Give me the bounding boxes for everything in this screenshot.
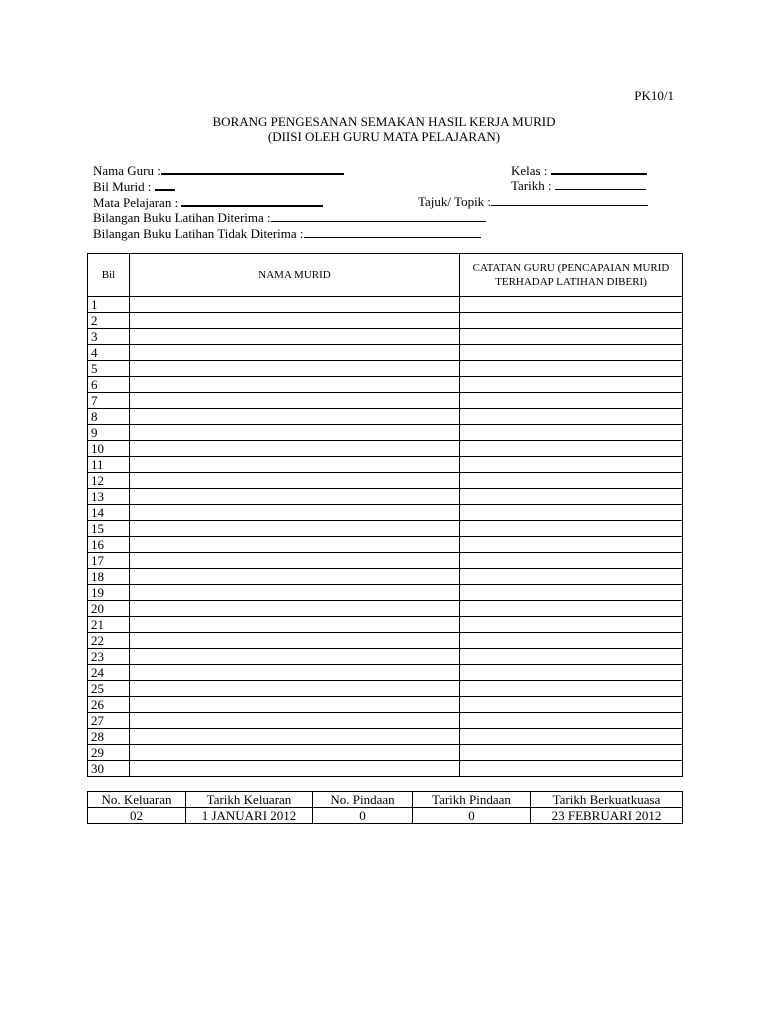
mata-pelajaran-label: Mata Pelajaran : — [93, 195, 179, 210]
tarikh-field[interactable] — [511, 178, 646, 193]
header-nama-murid: NAMA MURID — [130, 254, 460, 297]
row-number: 25 — [88, 681, 130, 697]
nama-murid-cell[interactable] — [130, 329, 460, 345]
catatan-guru-cell[interactable] — [460, 649, 683, 665]
row-number: 1 — [88, 297, 130, 313]
nama-murid-cell[interactable] — [130, 537, 460, 553]
nama-murid-cell[interactable] — [130, 505, 460, 521]
row-number: 8 — [88, 409, 130, 425]
tarikh-blank[interactable] — [555, 178, 646, 190]
row-number: 28 — [88, 729, 130, 745]
nama-murid-cell[interactable] — [130, 297, 460, 313]
catatan-guru-cell[interactable] — [460, 617, 683, 633]
buku-diterima-label: Bilangan Buku Latihan Diterima : — [93, 210, 271, 225]
tajuk-topik-label: Tajuk/ Topik : — [418, 194, 492, 209]
nama-murid-cell[interactable] — [130, 617, 460, 633]
nama-murid-cell[interactable] — [130, 377, 460, 393]
buku-diterima-blank[interactable] — [271, 210, 486, 222]
bil-murid-blank[interactable] — [155, 178, 175, 191]
table-row — [88, 585, 683, 601]
nama-murid-cell[interactable] — [130, 393, 460, 409]
student-table — [87, 253, 683, 777]
nama-murid-cell[interactable] — [130, 745, 460, 761]
catatan-guru-cell[interactable] — [460, 681, 683, 697]
table-row — [88, 361, 683, 377]
nama-murid-cell[interactable] — [130, 697, 460, 713]
catatan-guru-cell[interactable] — [460, 409, 683, 425]
catatan-guru-cell[interactable] — [460, 489, 683, 505]
revision-header: No. Keluaran — [88, 792, 186, 808]
table-row — [88, 537, 683, 553]
row-number: 2 — [88, 313, 130, 329]
row-number: 19 — [88, 585, 130, 601]
catatan-guru-cell[interactable] — [460, 393, 683, 409]
nama-murid-cell[interactable] — [130, 649, 460, 665]
table-row — [88, 649, 683, 665]
kelas-field[interactable] — [511, 162, 647, 178]
row-number: 26 — [88, 697, 130, 713]
nama-murid-cell[interactable] — [130, 409, 460, 425]
row-number: 20 — [88, 601, 130, 617]
catatan-guru-cell[interactable] — [460, 361, 683, 377]
row-number: 30 — [88, 761, 130, 777]
catatan-guru-cell[interactable] — [460, 601, 683, 617]
mata-pelajaran-field[interactable] — [93, 194, 323, 210]
revision-table — [87, 791, 683, 824]
catatan-guru-cell[interactable] — [460, 425, 683, 441]
revision-header: Tarikh Berkuatkuasa — [531, 792, 683, 808]
nama-murid-cell[interactable] — [130, 601, 460, 617]
table-row — [88, 505, 683, 521]
tajuk-topik-blank[interactable] — [491, 194, 648, 206]
nama-murid-cell[interactable] — [130, 361, 460, 377]
row-number: 6 — [88, 377, 130, 393]
catatan-guru-cell[interactable] — [460, 585, 683, 601]
table-row — [88, 441, 683, 457]
nama-murid-cell[interactable] — [130, 553, 460, 569]
table-row — [88, 473, 683, 489]
row-number: 16 — [88, 537, 130, 553]
table-row — [88, 393, 683, 409]
revision-header: Tarikh Keluaran — [186, 792, 313, 808]
student-table-header — [88, 254, 683, 297]
nama-guru-label: Nama Guru : — [93, 163, 161, 178]
catatan-guru-cell[interactable] — [460, 345, 683, 361]
nama-murid-cell[interactable] — [130, 345, 460, 361]
header-catatan-guru: CATATAN GURU (PENCAPAIAN MURID TERHADAP LATIHAN DIBERI) — [460, 254, 683, 297]
catatan-guru-cell[interactable] — [460, 729, 683, 745]
row-number: 23 — [88, 649, 130, 665]
nama-murid-cell[interactable] — [130, 633, 460, 649]
table-row — [88, 681, 683, 697]
row-number: 12 — [88, 473, 130, 489]
table-row — [88, 521, 683, 537]
nama-murid-cell[interactable] — [130, 665, 460, 681]
header-bil: Bil — [88, 254, 130, 297]
catatan-guru-cell[interactable] — [460, 713, 683, 729]
form-code: PK10/1 — [634, 88, 674, 103]
row-number: 10 — [88, 441, 130, 457]
revision-value: 0 — [313, 808, 413, 824]
row-number: 22 — [88, 633, 130, 649]
kelas-blank[interactable] — [551, 162, 647, 175]
buku-tidak-diterima-field[interactable] — [93, 226, 481, 241]
table-row — [88, 713, 683, 729]
catatan-guru-cell[interactable] — [460, 377, 683, 393]
revision-header: No. Pindaan — [313, 792, 413, 808]
revision-header: Tarikh Pindaan — [413, 792, 531, 808]
catatan-guru-cell[interactable] — [460, 313, 683, 329]
catatan-guru-cell[interactable] — [460, 569, 683, 585]
catatan-guru-cell[interactable] — [460, 329, 683, 345]
catatan-guru-cell[interactable] — [460, 537, 683, 553]
table-row — [88, 617, 683, 633]
nama-murid-cell[interactable] — [130, 489, 460, 505]
title-line-1: BORANG PENGESANAN SEMAKAN HASIL KERJA MURID — [212, 114, 556, 129]
row-number: 29 — [88, 745, 130, 761]
revision-value: 1 JANUARI 2012 — [186, 808, 313, 824]
row-number: 9 — [88, 425, 130, 441]
nama-murid-cell[interactable] — [130, 713, 460, 729]
row-number: 4 — [88, 345, 130, 361]
catatan-guru-cell[interactable] — [460, 297, 683, 313]
table-row — [88, 601, 683, 617]
table-row — [88, 297, 683, 313]
row-number: 14 — [88, 505, 130, 521]
bil-murid-field[interactable] — [93, 178, 175, 194]
kelas-label: Kelas : — [511, 163, 548, 178]
buku-diterima-field[interactable] — [93, 210, 486, 225]
nama-murid-cell[interactable] — [130, 473, 460, 489]
catatan-guru-cell[interactable] — [460, 633, 683, 649]
table-row — [88, 409, 683, 425]
row-number: 7 — [88, 393, 130, 409]
table-row — [88, 633, 683, 649]
form-title — [0, 114, 768, 144]
bil-murid-label: Bil Murid : — [93, 179, 152, 194]
catatan-guru-cell[interactable] — [460, 761, 683, 777]
nama-murid-cell[interactable] — [130, 441, 460, 457]
table-row — [88, 665, 683, 681]
title-line-2: (DIISI OLEH GURU MATA PELAJARAN) — [267, 129, 501, 144]
revision-value: 02 — [88, 808, 186, 824]
row-number: 11 — [88, 457, 130, 473]
row-number: 18 — [88, 569, 130, 585]
catatan-guru-cell[interactable] — [460, 521, 683, 537]
table-row — [88, 377, 683, 393]
row-number: 5 — [88, 361, 130, 377]
table-row — [88, 569, 683, 585]
catatan-guru-cell[interactable] — [460, 697, 683, 713]
row-number: 21 — [88, 617, 130, 633]
nama-murid-cell[interactable] — [130, 681, 460, 697]
nama-murid-cell[interactable] — [130, 457, 460, 473]
nama-murid-cell[interactable] — [130, 425, 460, 441]
nama-murid-cell[interactable] — [130, 313, 460, 329]
row-number: 27 — [88, 713, 130, 729]
catatan-guru-cell[interactable] — [460, 505, 683, 521]
nama-murid-cell[interactable] — [130, 569, 460, 585]
revision-header-row — [88, 792, 683, 808]
tarikh-label: Tarikh : — [511, 178, 552, 193]
nama-guru-field[interactable] — [93, 162, 344, 178]
nama-murid-cell[interactable] — [130, 585, 460, 601]
table-row — [88, 489, 683, 505]
nama-murid-cell[interactable] — [130, 761, 460, 777]
table-row — [88, 345, 683, 361]
revision-value: 23 FEBRUARI 2012 — [531, 808, 683, 824]
catatan-guru-cell[interactable] — [460, 441, 683, 457]
table-row — [88, 729, 683, 745]
table-row — [88, 745, 683, 761]
revision-value-row — [88, 808, 683, 824]
catatan-guru-cell[interactable] — [460, 745, 683, 761]
catatan-guru-cell[interactable] — [460, 473, 683, 489]
catatan-guru-cell[interactable] — [460, 553, 683, 569]
buku-tidak-diterima-label: Bilangan Buku Latihan Tidak Diterima : — [93, 226, 304, 241]
mata-pelajaran-blank[interactable] — [181, 194, 323, 207]
catatan-guru-cell[interactable] — [460, 665, 683, 681]
nama-guru-blank[interactable] — [161, 162, 344, 175]
buku-tidak-diterima-blank[interactable] — [304, 226, 481, 238]
table-row — [88, 313, 683, 329]
row-number: 3 — [88, 329, 130, 345]
row-number: 15 — [88, 521, 130, 537]
row-number: 13 — [88, 489, 130, 505]
table-row — [88, 761, 683, 777]
tajuk-topik-field[interactable] — [418, 194, 648, 209]
table-row — [88, 457, 683, 473]
table-row — [88, 553, 683, 569]
table-row — [88, 697, 683, 713]
nama-murid-cell[interactable] — [130, 521, 460, 537]
table-row — [88, 425, 683, 441]
revision-value: 0 — [413, 808, 531, 824]
table-row — [88, 329, 683, 345]
nama-murid-cell[interactable] — [130, 729, 460, 745]
row-number: 24 — [88, 665, 130, 681]
catatan-guru-cell[interactable] — [460, 457, 683, 473]
row-number: 17 — [88, 553, 130, 569]
